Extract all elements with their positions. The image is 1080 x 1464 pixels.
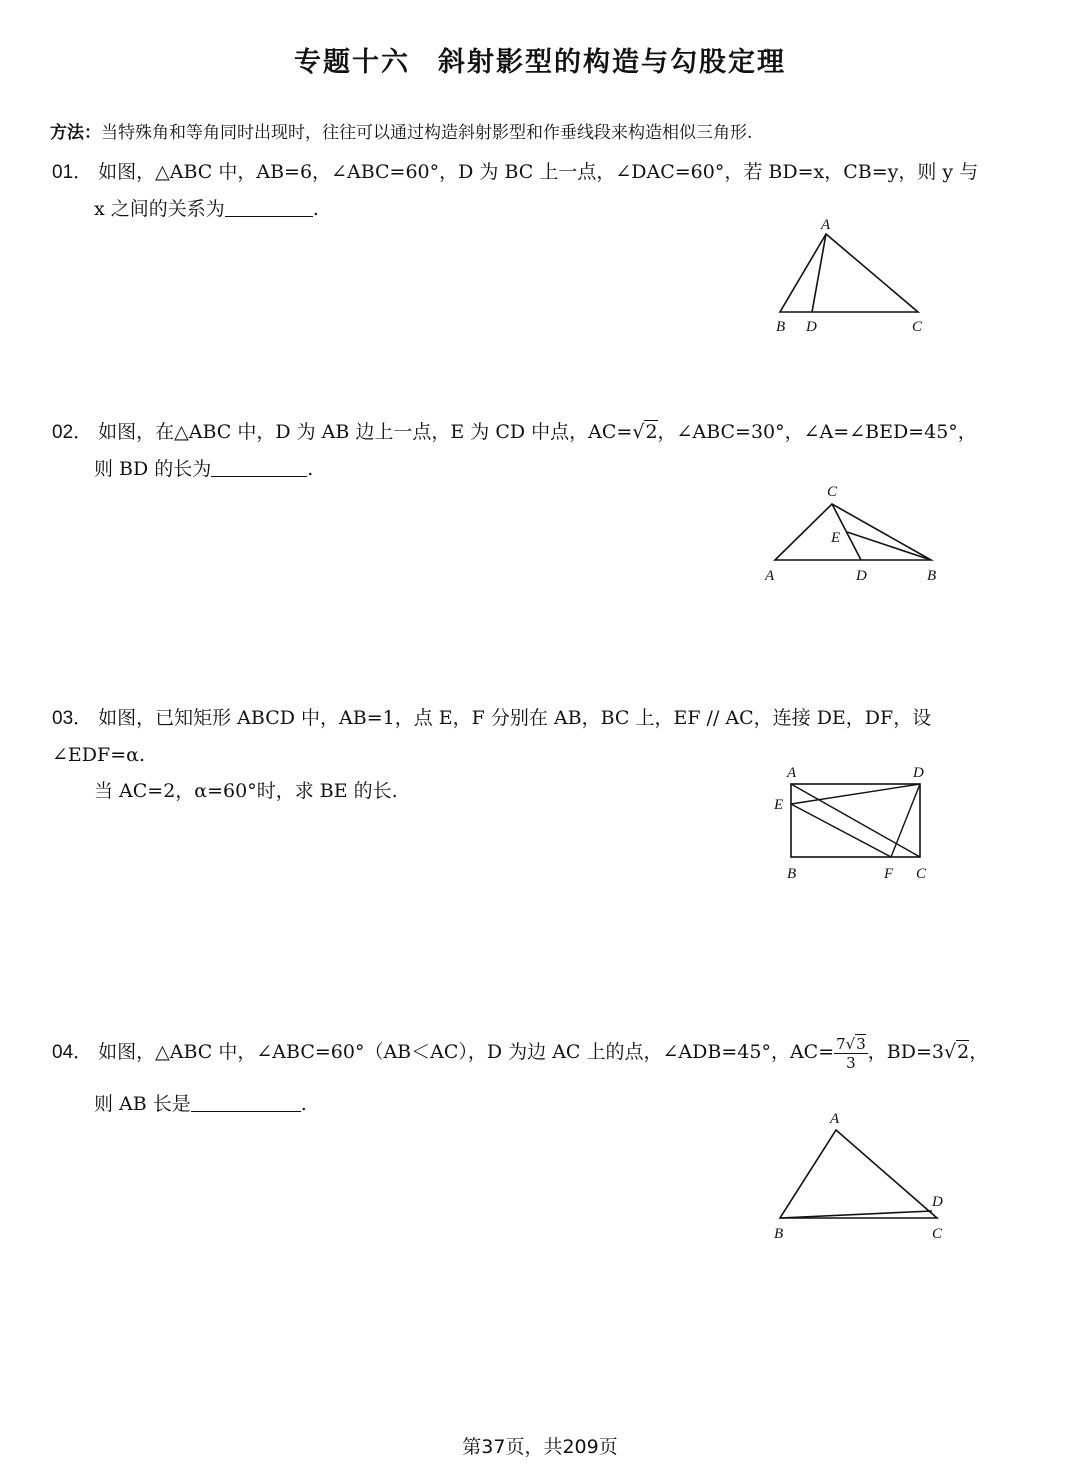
fraction-ac: $\frac{7√3}{3}$ — [836, 1034, 866, 1072]
label-d: D — [913, 765, 924, 781]
question-number: 01． — [52, 162, 93, 183]
segment-bd — [780, 1211, 932, 1218]
answer-blank[interactable] — [191, 1091, 301, 1112]
question-text: 如图，已知矩形 ABCD 中，AB=1，点 E，F 分别在 AB，BC 上，EF // AC，连接 DE，DF，设∠EDF=α. — [52, 707, 932, 766]
label-b: B — [787, 866, 797, 882]
label-c: C — [916, 866, 927, 882]
question-text-cont: ，∠ABC=30°，∠A=∠BED=45°， — [657, 421, 977, 443]
label-a: A — [830, 1111, 840, 1127]
period: . — [300, 1093, 307, 1115]
sqrt-value: 2 — [645, 421, 658, 443]
figure-q3 — [765, 758, 965, 888]
question-number: 03． — [52, 708, 93, 729]
label-d: D — [806, 319, 817, 335]
label-e: E — [774, 797, 784, 813]
question-number: 02． — [52, 422, 93, 443]
page-title — [0, 40, 1080, 79]
question-text-line2: x 之间的关系为 — [94, 198, 225, 220]
label-a: A — [821, 217, 831, 233]
segment-de — [791, 784, 920, 804]
fraction-radicand: 3 — [856, 1034, 866, 1053]
question-text-line2: 当 AC=2，α=60°时，求 BE 的长. — [94, 780, 398, 802]
question-text-cont: ，BD=3 — [867, 1041, 944, 1063]
title-subject: 斜射影型的构造与勾股定理 — [438, 47, 786, 78]
fraction-denominator: 3 — [846, 1053, 856, 1072]
label-f: F — [884, 866, 894, 882]
label-b: B — [927, 568, 937, 584]
label-c: C — [912, 319, 923, 335]
period: . — [307, 458, 314, 480]
label-c: C — [932, 1226, 943, 1242]
label-c: C — [827, 484, 838, 500]
answer-blank[interactable] — [211, 456, 307, 477]
question-text-line2: 则 AB 长是 — [94, 1093, 191, 1115]
label-b: B — [774, 1226, 784, 1242]
triangle-abc — [780, 234, 918, 312]
page-number: 第37页，共209页 — [462, 1436, 618, 1458]
label-a: A — [765, 568, 775, 584]
fraction-coefficient: 7 — [836, 1034, 846, 1053]
bd-radicand: 2 — [957, 1041, 970, 1063]
period: . — [312, 198, 319, 220]
question-4: 04． 如图，△ABC 中，∠ABC=60°（AB＜AC），D 为边 AC 上的点，∠ADB=45°，AC= $\frac{7√3}{3}$ ，BD=3√2， 则 AB 长是 . — [52, 1034, 989, 1115]
comma: ， — [969, 1041, 989, 1063]
triangle-abc — [780, 1130, 937, 1218]
label-b: B — [776, 319, 786, 335]
figure-q2 — [755, 478, 955, 588]
segment-df — [891, 784, 920, 857]
label-a: A — [787, 765, 797, 781]
figure-q4 — [760, 1104, 960, 1244]
diagonal-ac — [791, 784, 920, 857]
question-text-line2: 则 BD 的长为 — [94, 458, 212, 480]
question-text: 如图，在△ABC 中，D 为 AB 边上一点，E 为 CD 中点，AC= — [98, 421, 633, 443]
label-e: E — [831, 530, 841, 546]
label-d: D — [932, 1194, 943, 1210]
method-note — [50, 118, 752, 143]
method-label: 方法： — [50, 123, 101, 143]
method-text: 当特殊角和等角同时出现时，往往可以通过构造斜射影型和作垂线段来构造相似三角形. — [101, 123, 753, 143]
label-d: D — [856, 568, 867, 584]
title-topic: 专题十六 — [294, 47, 410, 78]
question-text: 如图，△ABC 中，AB=6，∠ABC=60°，D 为 BC 上一点，∠DAC=60°，若 BD=x，CB=y，则 y 与 — [98, 161, 979, 183]
figure-q1 — [760, 210, 960, 340]
question-text: 如图，△ABC 中，∠ABC=60°（AB＜AC），D 为边 AC 上的点，∠ADB=45°，AC= — [98, 1041, 835, 1063]
question-2: 02． 如图，在△ABC 中，D 为 AB 边上一点，E 为 CD 中点，AC=√2，∠ABC=30°，∠A=∠BED=45°， 则 BD 的长为 . — [52, 421, 977, 480]
answer-blank[interactable] — [225, 196, 313, 217]
question-number: 04． — [52, 1042, 93, 1063]
